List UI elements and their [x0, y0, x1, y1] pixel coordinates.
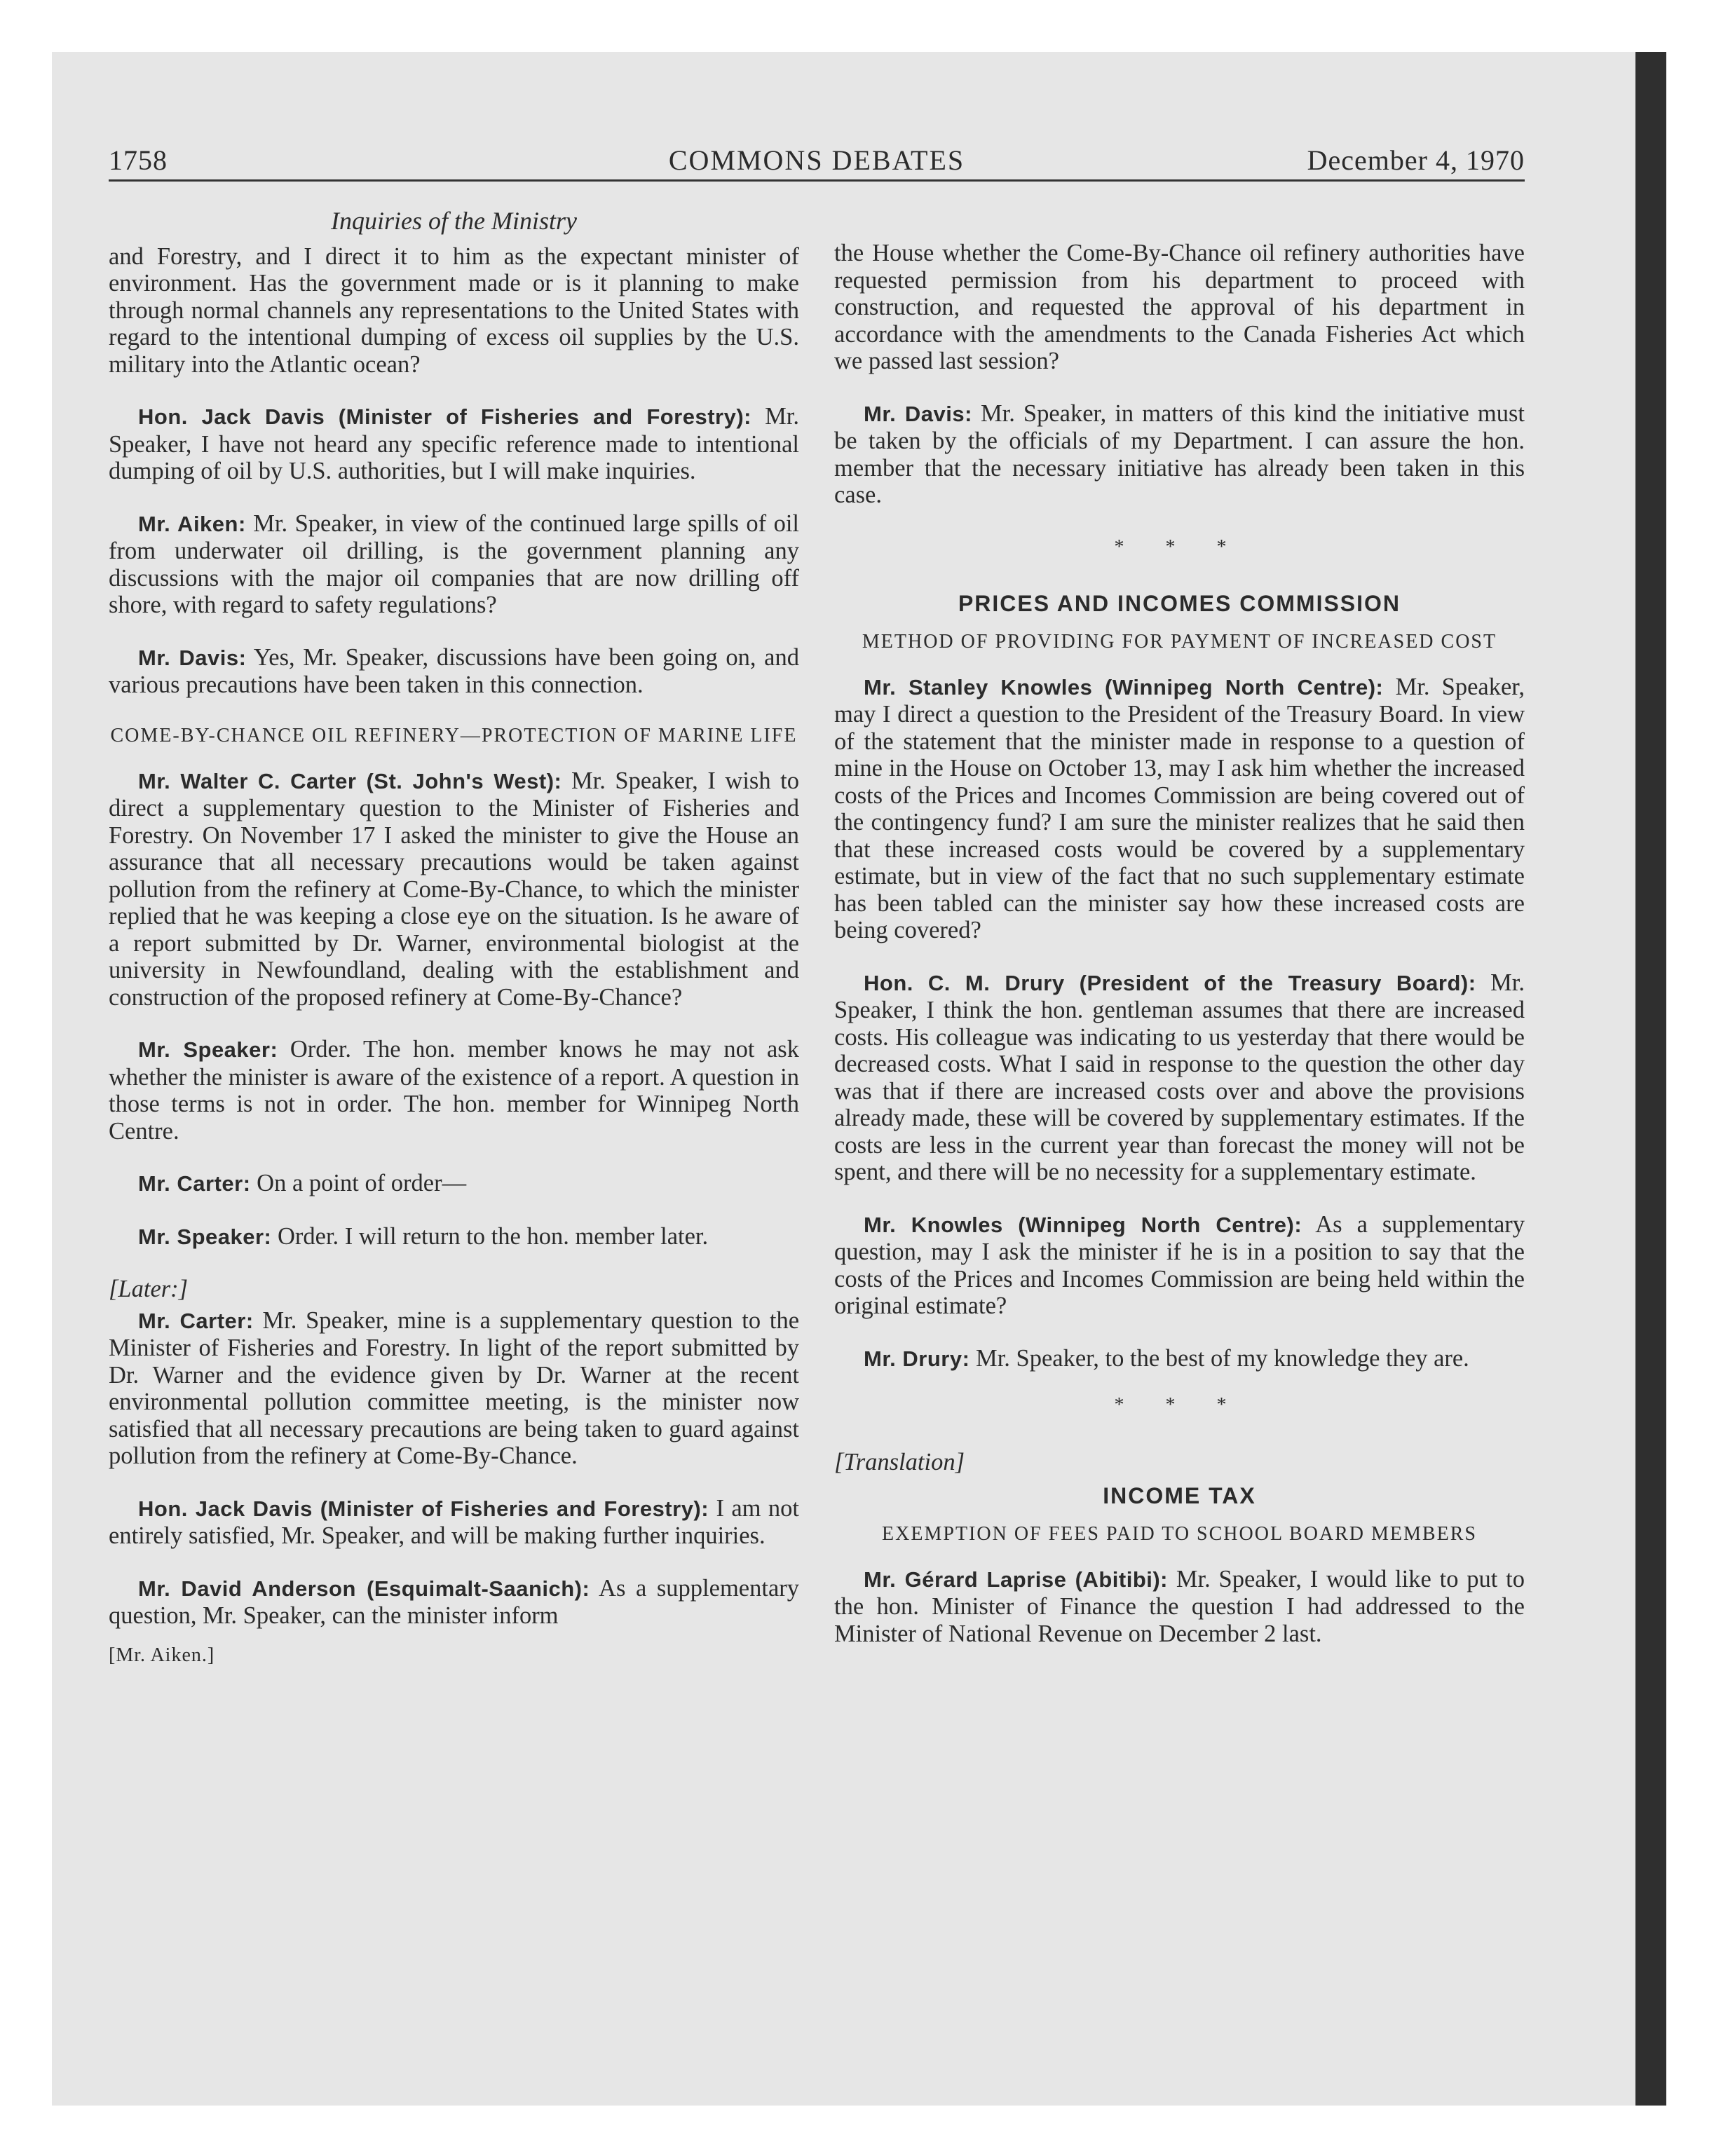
section-title: PRICES AND INCOMES COMMISSION [958, 591, 1401, 616]
speaker-name: Mr. Drury: [864, 1346, 970, 1371]
paragraph [109, 644, 799, 699]
paragraph [109, 1036, 799, 1145]
page-number: 1758 [109, 144, 168, 176]
speaker-name: Mr. Davis: [138, 645, 247, 670]
speech-text: Yes, Mr. Speaker, discussions have been going on, and various precautions have been taken in this connection. [109, 643, 799, 698]
speech-text: Mr. Speaker, I think the hon. gentleman assumes that there are increased costs. His colleague was indicating to us yesterday that there would be decreased costs. What I said in response to the question the other day was that if there are increased costs over and above the provisions already made, these will be covered by supplementary estimates. If the costs are less in the current year than forecast the money will not be spent, and there will be no necessity for a supplementary estimate. [834, 969, 1525, 1185]
speaker-name: Hon. Jack Davis (Minister of Fisheries and Forestry): [138, 1496, 709, 1521]
running-header [109, 140, 1525, 182]
section-heading: Inquiries of the Ministry [331, 207, 577, 235]
speaker-name: Hon. C. M. Drury (President of the Treasury Board): [864, 970, 1476, 995]
subheading: COME-BY-CHANCE OIL REFINERY—PROTECTION OF MARINE LIFE [110, 724, 798, 746]
subheading: METHOD OF PROVIDING FOR PAYMENT OF INCREASED COST [862, 630, 1497, 653]
paragraph [834, 400, 1525, 509]
speech-text: As a supplementary question, Mr. Speaker, can the minister inform [109, 1574, 799, 1629]
publication-date: December 4, 1970 [1307, 144, 1525, 176]
speaker-name: Mr. Knowles (Winnipeg North Centre): [864, 1212, 1302, 1237]
paragraph [834, 1345, 1525, 1373]
paragraph [109, 1495, 799, 1550]
section-separator: * * * [1114, 535, 1245, 558]
speaker-name: Mr. Speaker: [138, 1224, 272, 1249]
paragraph [109, 1223, 799, 1251]
speech-text: Order. The hon. member knows he may not ask whether the minister is aware of the existence of a report. A question in those terms is not in order. The hon. member for Winnipeg North Centre. [109, 1036, 799, 1145]
right-column [834, 240, 1525, 1647]
later-marker: [Later:] [109, 1276, 189, 1302]
speech-text: On a point of order— [250, 1170, 467, 1196]
speaker-name: Mr. Carter: [138, 1308, 254, 1333]
left-column [109, 207, 799, 1669]
translation-marker: [Translation] [834, 1448, 965, 1475]
speech-text: Mr. Speaker, to the best of my knowledge they are. [969, 1344, 1469, 1372]
speaker-name: Mr. Gérard Laprise (Abitibi): [864, 1567, 1169, 1592]
paragraph [109, 1170, 799, 1198]
speech-text: Mr. Speaker, in view of the continued large spills of oil from underwater oil drilling, is the government planning any discussions with the major oil companies that are now drilling off shore, with regard to safety regulations? [109, 510, 799, 618]
paragraph: the House whether the Come-By-Chance oil refinery authorities have requested permission from his department to proceed with construction, and requested the approval of his department in accordance with the amendments to the Canada Fisheries Act which we passed last session? [834, 240, 1525, 374]
paragraph [109, 1575, 799, 1630]
scan-edge [1635, 52, 1666, 2106]
publication-title: COMMONS DEBATES [668, 144, 965, 176]
speech-text: Mr. Speaker, mine is a supplementary question to the Minister of Fisheries and Forestry. In light of the report submitted by Dr. Warner and the evidence given by Dr. Warner at the recent environmental pollution committee meeting, is the minister now satisfied that all necessary precautions are being taken to guard against pollution from the refinery at Come-By-Chance. [109, 1306, 800, 1469]
paragraph [109, 767, 799, 1011]
paragraph: and Forestry, and I direct it to him as the expectant minister of environment. Has the government made or is it planning to make through normal channels any representations to the United States with regard to the intentional dumping of excess oil supplies by the U.S. military into the Atlantic ocean? [109, 243, 799, 378]
speaker-name: Mr. Aiken: [138, 511, 246, 536]
speech-text: Mr. Speaker, I would like to put to the hon. Minister of Finance the question I had addressed to the Minister of National Revenue on December 2 last. [834, 1565, 1525, 1647]
speaker-name: Hon. Jack Davis (Minister of Fisheries and Forestry): [138, 404, 752, 429]
speech-text: Mr. Speaker, I wish to direct a supplementary question to the Minister of Fisheries and Forestry. On November 17 I asked the minister to give the House an assurance that all necessary precautions would be taken against pollution from the refinery at Come-By-Chance, to which the minister replied that he was keeping a close eye on the situation. Is he aware of a report submitted by Dr. Warner, environmental biologist at the university in Newfoundland, dealing with the establishment and construction of the proposed refinery at Come-By-Chance? [109, 767, 800, 1011]
speech-text: Order. I will return to the hon. member later. [271, 1222, 709, 1250]
paragraph [834, 674, 1525, 944]
section-separator: * * * [1114, 1394, 1245, 1416]
paragraph [834, 1566, 1525, 1648]
speaker-name: Mr. Walter C. Carter (St. John's West): [138, 768, 562, 793]
speaker-name: Mr. Speaker: [138, 1037, 278, 1062]
speech-text: Mr. Speaker, I have not heard any specific reference made to intentional dumping of oil by U.S. authorities, but I will make inquiries. [109, 403, 799, 484]
speaker-name: Mr. Stanley Knowles (Winnipeg North Centre): [864, 674, 1384, 700]
speech-text: Mr. Speaker, in matters of this kind the initiative must be taken by the officials of my Department. I can assure the hon. member that the necessary initiative has already been taken in this case. [834, 400, 1525, 508]
paragraph [109, 403, 799, 485]
speaker-name: Mr. Davis: [864, 401, 972, 426]
speech-text: Mr. Speaker, may I direct a question to the President of the Treasury Board. In view of the statement that the minister made in response to a question of mine in the House on October 13, may I ask him whether the increased costs of the Prices and Incomes Commission are being covered out of the contingency fund? I am sure the minister realizes that he said then that these increased costs would be covered by a supplementary estimate, but in view of the fact that no such supplementary estimate has been tabled can the minister say how these increased costs are being covered? [834, 673, 1525, 943]
subheading: EXEMPTION OF FEES PAID TO SCHOOL BOARD MEMBERS [882, 1522, 1477, 1545]
paragraph [834, 969, 1525, 1186]
speaker-name: Mr. Carter: [138, 1171, 251, 1196]
paragraph [109, 1307, 799, 1470]
speaker-name: Mr. David Anderson (Esquimalt-Saanich): [138, 1576, 590, 1601]
speech-text: I am not entirely satisfied, Mr. Speaker, and will be making further inquiries. [109, 1494, 799, 1549]
section-title: INCOME TAX [1103, 1483, 1256, 1508]
paragraph [834, 1211, 1525, 1320]
page-footer: [Mr. Aiken.] [109, 1644, 215, 1666]
speech-text: As a supplementary question, may I ask the minister if he is in a position to say that the costs of the Prices and Incomes Commission are being held within the original estimate? [834, 1210, 1525, 1319]
paragraph [109, 510, 799, 619]
